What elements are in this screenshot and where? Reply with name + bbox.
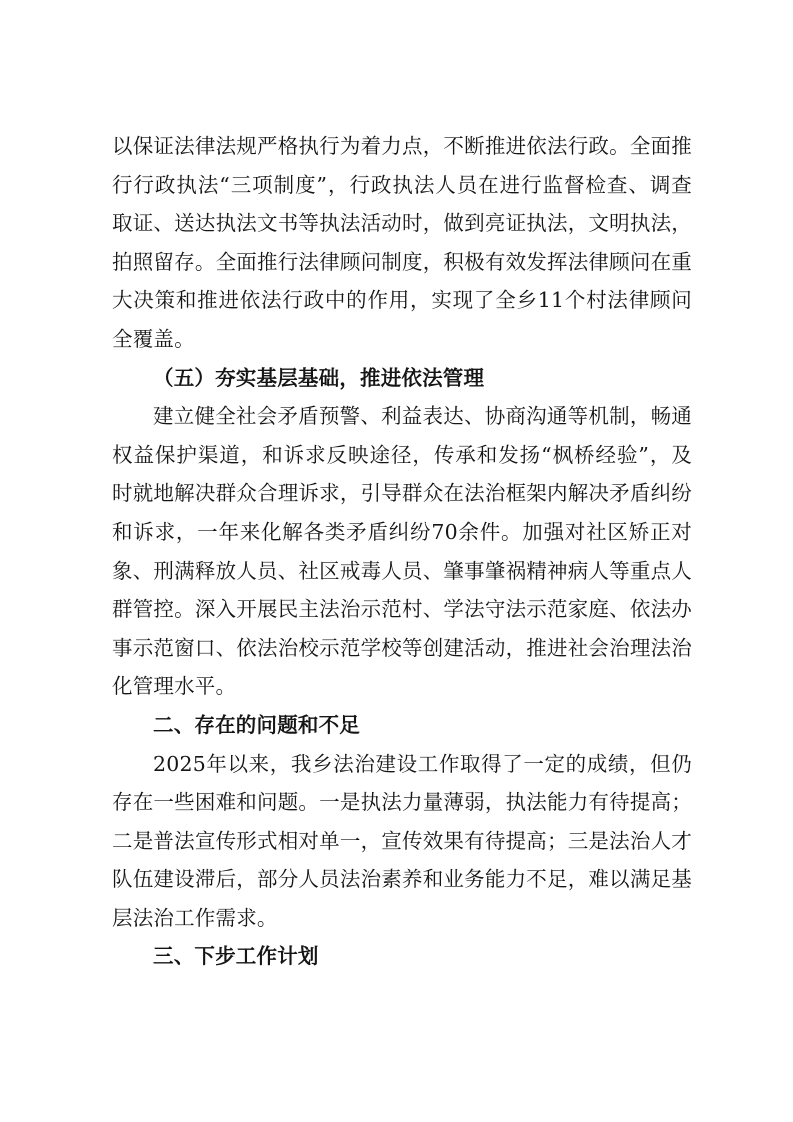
heading-next-plan: 三、下步工作计划 — [153, 944, 319, 969]
paragraph-problems: 2025年以来，我乡法治建设工作取得了一定的成绩，但仍存在一些困难和问题。一是执法力量薄弱，执法能力有待提高；二是普法宣传形式相对单一，宣传效果有待提高；三是法治人才队伍建设滞后，部分人员法治素养和业务能力不足，难以满足基层法治工作需求。 — [112, 751, 692, 930]
document-body — [112, 127, 692, 976]
heading-problems: 二、存在的问题和不足 — [153, 712, 360, 737]
paragraph-lawful-administration: 以保证法律法规严格执行为着力点，不断推进依法行政。全面推行行政执法“三项制度”，行政执法人员在进行监督检查、调查取证、送达执法文书等执法活动时，做到亮证执法，文明执法，拍照留存。全面推行法律顾问制度，积极有效发挥法律顾问在重大决策和推进依法行政中的作用，实现了全乡11个村法律顾问全覆盖。 — [112, 134, 692, 351]
paragraph-conflict-resolution: 建立健全社会矛盾预警、利益表达、协商沟通等机制，畅通权益保护渠道，和诉求反映途径，传承和发扬“枫桥经验”，及时就地解决群众合理诉求，引导群众在法治框架内解决矛盾纠纷和诉求，一年来化解各类矛盾纠纷70余件。加强对社区矫正对象、刑满释放人员、社区戒毒人员、肇事肇祸精神病人等重点人群管控。深入开展民主法治示范村、学法守法示范家庭、依法办事示范窗口、依法治校示范学校等创建活动，推进社会治理法治化管理水平。 — [112, 404, 692, 699]
subheading-grassroots-management: （五）夯实基层基础，推进依法管理 — [153, 365, 485, 390]
